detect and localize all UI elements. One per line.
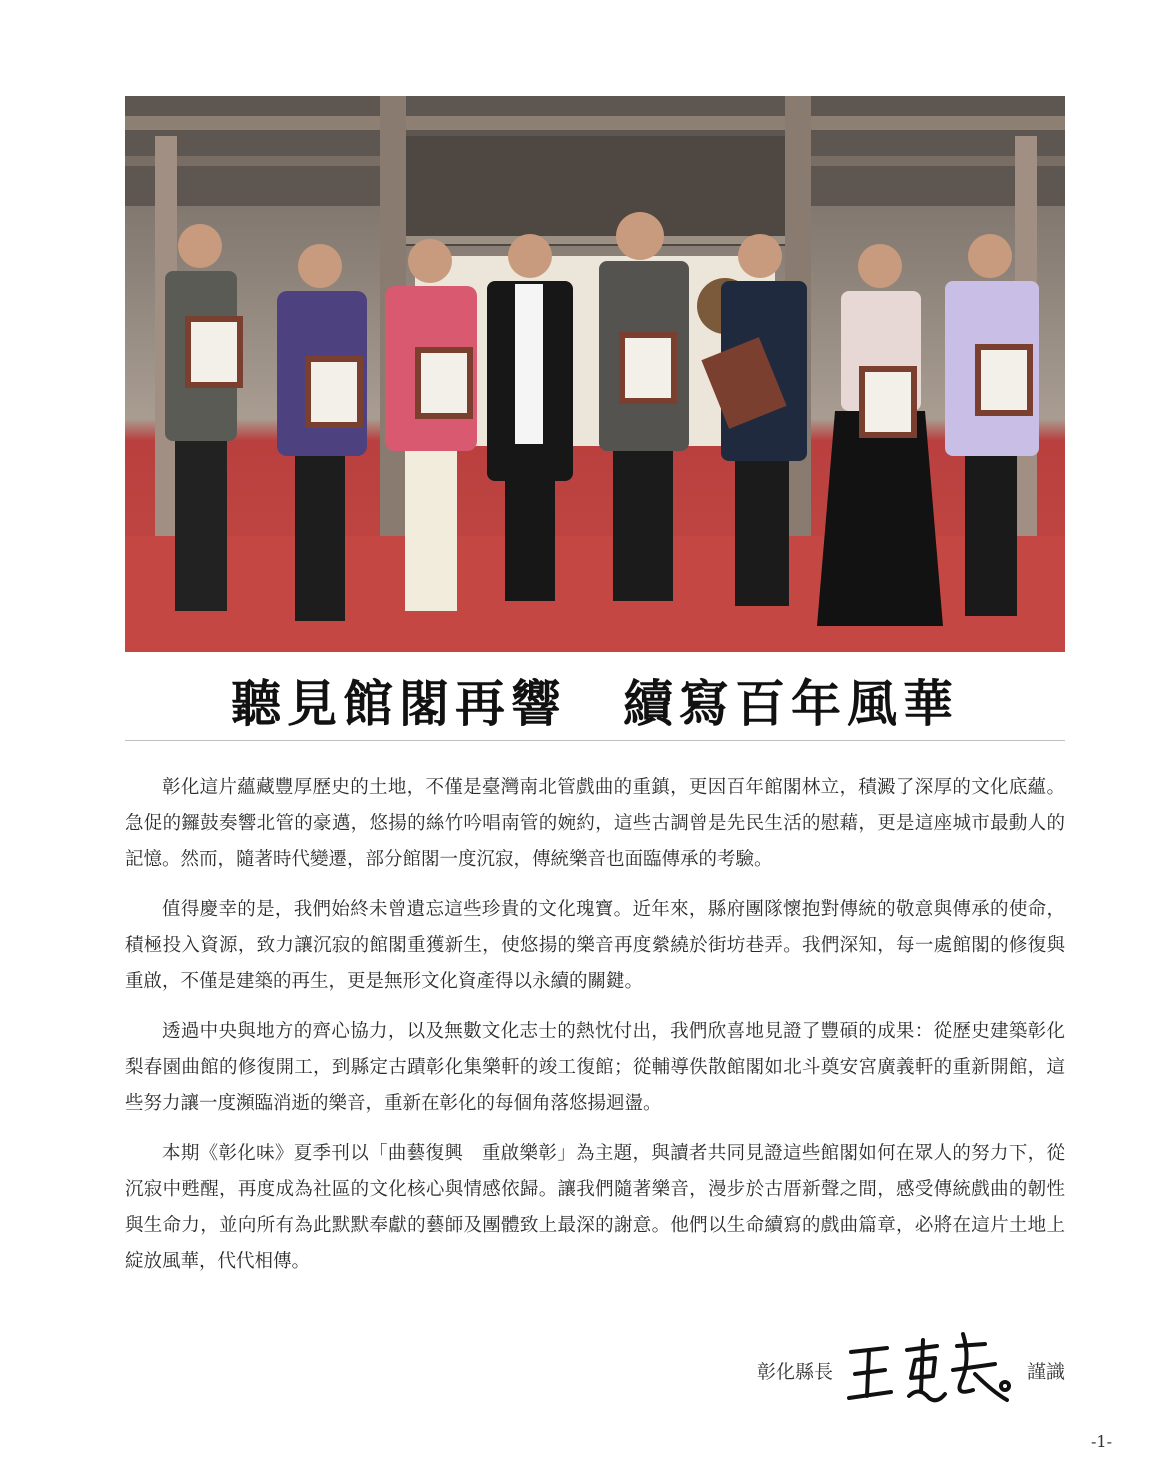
- title-divider: [125, 740, 1065, 741]
- paragraph: 透過中央與地方的齊心協力，以及無數文化志士的熱忱付出，我們欣喜地見證了豐碩的成果：從歷史建築彰化梨春園曲館的修復開工，到縣定古蹟彰化集樂軒的竣工復館；從輔導佚散館閣如北斗奠安宮廣義軒的重新開館，這些努力讓一度瀕臨消逝的樂音，重新在彰化的每個角落悠揚迴盪。: [125, 1021, 1065, 1114]
- paragraph: 彰化這片蘊藏豐厚歷史的土地，不僅是臺灣南北管戲曲的重鎮，更因百年館閣林立，積澱了深厚的文化底蘊。急促的鑼鼓奏響北管的豪邁，悠揚的絲竹吟唱南管的婉約，這些古調曾是先民生活的慰藉，更是這座城市最動人的記憶。然而，隨著時代變遷，部分館閣一度沉寂，傳統樂音也面臨傳承的考驗。: [125, 777, 1065, 870]
- signature-closing: 謹識: [1026, 1360, 1065, 1383]
- page-number: -1-: [1091, 1432, 1112, 1451]
- signature-block: [700, 1330, 1065, 1410]
- signatory-title: 彰化縣長: [756, 1360, 833, 1383]
- paragraph: 值得慶幸的是，我們始終未曾遺忘這些珍貴的文化瑰寶。近年來，縣府團隊懷抱對傳統的敬意與傳承的使命，積極投入資源，致力讓沉寂的館閣重獲新生，使悠揚的樂音再度縈繞於街坊巷弄。我們深知，每一處館閣的修復與重啟，不僅是建築的再生，更是無形文化資產得以永續的關鍵。: [125, 899, 1065, 992]
- paragraph: 本期《彰化味》夏季刊以「曲藝復興 重啟樂彰」為主題，與讀者共同見證這些館閣如何在眾人的努力下，從沉寂中甦醒，再度成為社區的文化核心與情感依歸。讓我們隨著樂音，漫步於古厝新聲之間，感受傳統戲曲的韌性與生命力，並向所有為此默默奉獻的藝師及團體致上最深的謝意。他們以生命續寫的戲曲篇章，必將在這片土地上綻放風華，代代相傳。: [125, 1143, 1065, 1272]
- handwritten-signature: [845, 1330, 1015, 1410]
- group-photo: [125, 96, 1065, 652]
- page-title: 聽見館閣再響 續寫百年風華: [231, 674, 959, 733]
- article-body: [125, 770, 1065, 1294]
